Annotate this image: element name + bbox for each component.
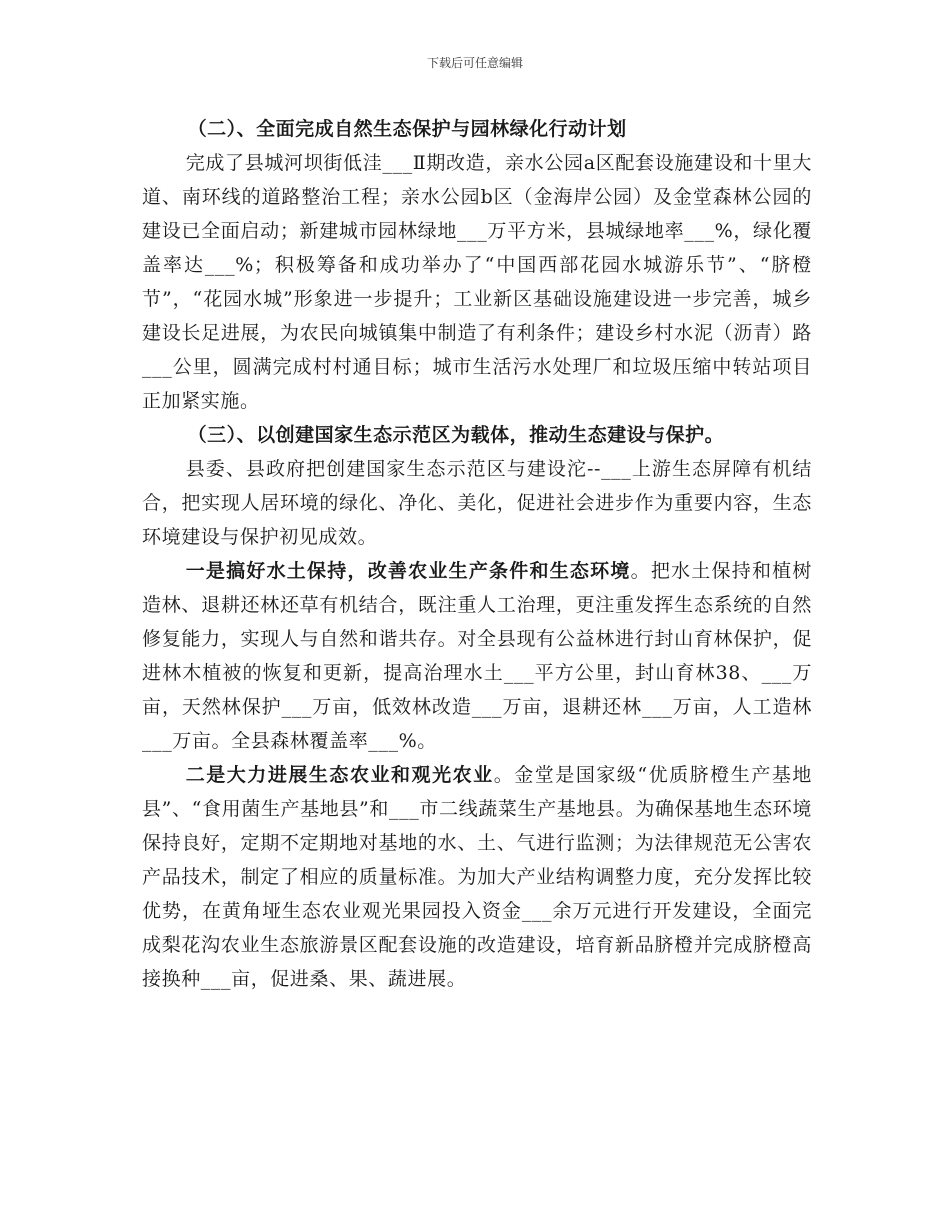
section-2-paragraph [142,146,812,418]
paragraph-lead: 二是大力进展生态农业和观光农业 [185,764,494,786]
section-3-intro-paragraph [142,452,812,554]
eco-agriculture-paragraph [142,758,812,996]
paragraph-text: 。金堂是国家级“优质脐橙生产基地县”、“食用菌生产基地县”和___市二线蔬菜生产基地县。为确保基地生态环境保持良好，定期不定期地对基地的水、土、气进行监测；为法律规范无公害农产品技术，制定了相应的质量标准。为加大产业结构调整力度，充分发挥比较优势，在黄角垭生态农业观光果园投入资金___余万元进行开发建设，全面完成梨花沟农业生态旅游景区配套设施的改造建设，培育新品脐橙并完成脐橙高接换种___亩，促进桑、果、蔬进展。 [142,764,812,990]
soil-conservation-paragraph [142,554,812,758]
document-body [142,112,812,996]
paragraph-text: 县委、县政府把创建国家生态示范区与建设沱--___上游生态屏障有机结合，把实现人居环境的绿化、净化、美化，促进社会进步作为重要内容，生态环境建设与保护初见成效。 [142,458,812,548]
page-header: 下载后可任意编辑 [426,56,523,70]
paragraph-text: 完成了县城河坝街低洼___Ⅱ期改造，亲水公园a区配套设施建设和十里大道、南环线的道路整治工程；亲水公园b区（金海岸公园）及金堂森林公园的建设已全面启动；新建城市园林绿地___万平方米，县城绿地率___%，绿化覆盖率达___%；积极筹备和成功举办了“中国西部花园水城游乐节”、“脐橙节”，“花园水城”形象进一步提升；工业新区基础设施建设进一步完善，城乡建设长足进展，为农民向城镇集中制造了有利条件；建设乡村水泥（沥青）路___公里，圆满完成村村通目标；城市生活污水处理厂和垃圾压缩中转站项目正加紧实施。 [142,152,812,412]
paragraph-lead: 一是搞好水土保持，改善农业生产条件和生态环境 [185,560,631,582]
paragraph-text: 。把水土保持和植树造林、退耕还林还草有机结合，既注重人工治理，更注重发挥生态系统的自然修复能力，实现人与自然和谐共存。对全县现有公益林进行封山育林保护，促进林木植被的恢复和更新，提高治理水土___平方公里，封山育林38、___万亩，天然林保护___万亩，低效林改造___万亩，退耕还林___万亩，人工造林___万亩。全县森林覆盖率___%。 [142,560,812,752]
section-heading-2: （二）、全面完成自然生态保护与园林绿化行动计划 [187,118,627,140]
section-heading-3: （三）、以创建国家生态示范区为载体，推动生态建设与保护。 [187,424,725,446]
